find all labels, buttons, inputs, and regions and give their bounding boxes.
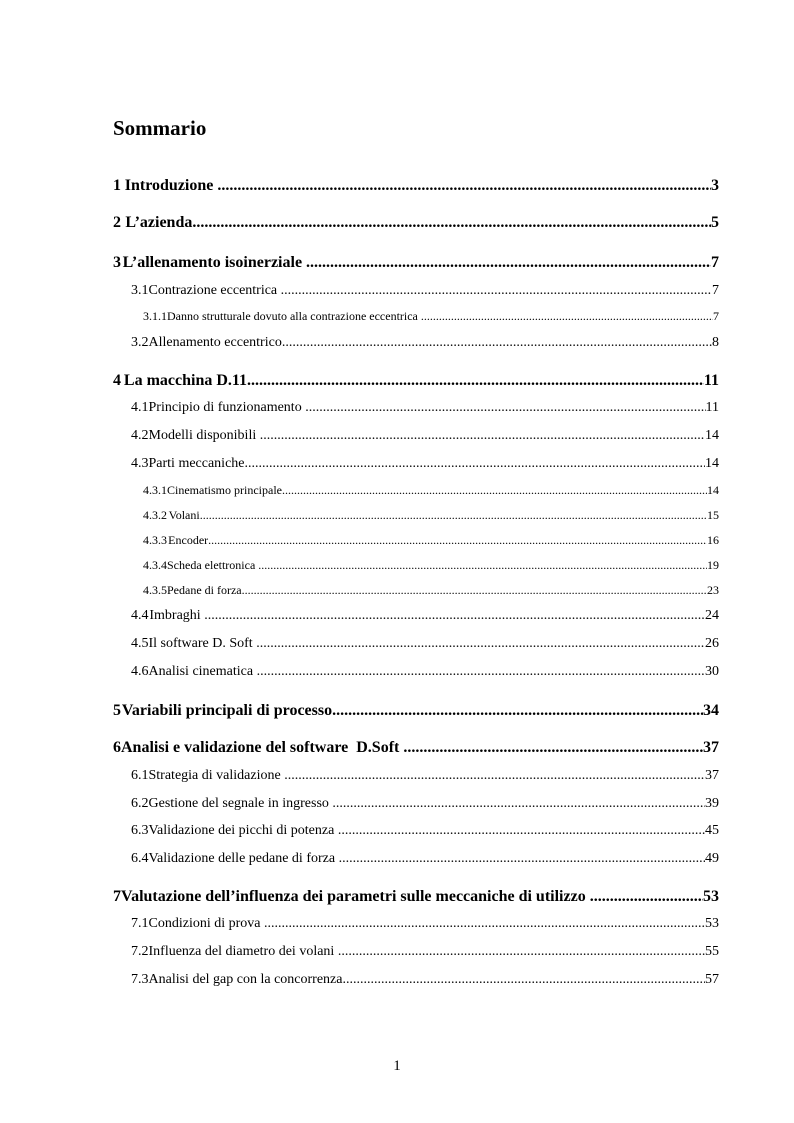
toc-entry-title: Analisi cinematica — [148, 664, 257, 679]
dot-leader — [305, 399, 705, 417]
toc-entry-number: 4.3.3 — [143, 533, 167, 547]
toc-entry-level-3[interactable] — [143, 482, 719, 498]
toc-entry-title: Influenza del diametro dei volani — [148, 944, 338, 959]
toc-entry-level-1[interactable] — [113, 213, 719, 233]
toc-entry-number: 3.1 — [131, 283, 149, 298]
toc-entry-number: 1 — [113, 177, 121, 194]
dot-leader — [247, 371, 704, 391]
toc-entry-title: Il software D. Soft — [148, 636, 257, 651]
dot-leader — [200, 507, 707, 523]
toc-entry-level-3[interactable] — [143, 532, 719, 548]
toc-entry-level-1[interactable] — [113, 701, 719, 721]
toc-entry-number: 7.3 — [131, 972, 149, 987]
dot-leader — [256, 635, 705, 653]
toc-entry-title: Strategia di validazione — [148, 768, 285, 783]
toc-entry-level-2[interactable] — [131, 334, 719, 352]
toc-entry-title: Variabili principali di processo — [121, 702, 333, 719]
toc-entry-number: 5 — [113, 702, 121, 719]
toc-entry-title: Introduzione — [124, 177, 218, 194]
toc-entry-title: Danno strutturale dovuto alla contrazione eccentrica — [167, 309, 421, 323]
toc-entry-number: 6 — [113, 739, 121, 756]
dot-leader — [332, 701, 703, 721]
toc-entry-level-3[interactable] — [143, 582, 719, 598]
toc-entry-title: Allenamento eccentrico — [148, 335, 282, 350]
toc-entry-title: Valutazione dell’influenza dei parametri sulle meccaniche di utilizzo — [121, 888, 590, 905]
toc-entry-title: Condizioni di prova — [148, 916, 264, 931]
toc-entry-level-2[interactable] — [131, 971, 719, 989]
toc-entry-level-2[interactable] — [131, 635, 719, 653]
dot-leader — [590, 887, 703, 907]
toc-entry-number: 3.2 — [131, 335, 149, 350]
toc-entry-level-2[interactable] — [131, 427, 719, 445]
dot-leader — [282, 482, 707, 498]
toc-entry-title: Analisi del gap con la concorrenza — [148, 972, 343, 987]
toc-entry-page: 39 — [705, 796, 719, 811]
toc-entry-level-2[interactable] — [131, 663, 719, 681]
toc-entry-title: Encoder — [168, 533, 209, 547]
toc-entry-level-2[interactable] — [131, 822, 719, 840]
toc-entry-title: L’azienda — [125, 214, 193, 231]
toc-entry-page: 37 — [703, 739, 719, 756]
toc-entry-title: Gestione del segnale in ingresso — [148, 796, 333, 811]
toc-entry-number: 3 — [113, 254, 121, 271]
toc-entry-title: La macchina D.11 — [123, 372, 248, 389]
toc-entry-page: 5 — [711, 214, 719, 231]
toc-entry-title: L’allenamento isoinerziale — [122, 254, 307, 271]
toc-entry-title: Imbraghi — [149, 608, 205, 623]
toc-entry-page: 19 — [707, 558, 719, 572]
toc-entry-level-2[interactable] — [131, 915, 719, 933]
toc-entry-level-1[interactable] — [113, 371, 719, 391]
toc-entry-page: 14 — [707, 483, 719, 497]
dot-leader — [260, 427, 705, 445]
dot-leader — [204, 607, 705, 625]
toc-entry-level-2[interactable] — [131, 282, 719, 300]
toc-entry-page: 57 — [705, 972, 719, 987]
dot-leader — [242, 582, 707, 598]
toc-entry-title: Cinematismo principale — [167, 483, 282, 497]
toc-entry-page: 15 — [707, 508, 719, 522]
toc-entry-title: Analisi e validazione del software D.Soft — [121, 739, 404, 756]
dot-leader — [217, 176, 711, 196]
dot-leader — [306, 253, 711, 273]
toc-entry-number: 4.3.2 — [143, 508, 167, 522]
toc-entry-number: 3.1.1 — [143, 309, 167, 323]
toc-entry-level-1[interactable] — [113, 176, 719, 196]
toc-entry-page: 49 — [705, 851, 719, 866]
dot-leader — [421, 308, 713, 324]
dot-leader — [245, 455, 705, 473]
toc-entry-number: 7.1 — [131, 916, 149, 931]
dot-leader — [282, 334, 712, 352]
toc-entry-number: 4.3.5 — [143, 583, 167, 597]
toc-entry-number: 6.4 — [131, 851, 149, 866]
toc-entry-number: 4.4 — [131, 608, 149, 623]
dot-leader — [281, 282, 712, 300]
toc-entry-page: 37 — [705, 768, 719, 783]
dot-leader — [264, 915, 705, 933]
toc-entry-level-2[interactable] — [131, 455, 719, 473]
toc-entry-number: 6.2 — [131, 796, 149, 811]
toc-entry-page: 34 — [703, 702, 719, 719]
toc-entry-number: 2 — [113, 214, 121, 231]
toc-entry-level-3[interactable] — [143, 308, 719, 324]
toc-entry-number: 7 — [113, 888, 121, 905]
toc-entry-page: 11 — [703, 372, 719, 389]
toc-entry-page: 14 — [705, 428, 719, 443]
toc-entry-title: Contrazione eccentrica — [148, 283, 281, 298]
toc-entry-level-2[interactable] — [131, 943, 719, 961]
toc-entry-page: 23 — [707, 583, 719, 597]
page-title: Sommario — [113, 116, 207, 140]
toc-entry-page: 8 — [712, 335, 719, 350]
toc-entry-page: 55 — [705, 944, 719, 959]
toc-entry-number: 4.3 — [131, 456, 149, 471]
toc-entry-number: 4.1 — [131, 400, 149, 415]
toc-entry-number: 4.2 — [131, 428, 149, 443]
dot-leader — [339, 850, 705, 868]
toc-entry-number: 6.3 — [131, 823, 149, 838]
toc-entry-number: 4.5 — [131, 636, 149, 651]
toc-entry-page: 3 — [711, 177, 719, 194]
toc-entry-page: 26 — [705, 636, 719, 651]
toc-entry-page: 45 — [705, 823, 719, 838]
toc-entry-page: 7 — [712, 283, 719, 298]
toc-entry-title: Modelli disponibili — [148, 428, 260, 443]
toc-entry-page: 11 — [705, 400, 719, 415]
toc-entry-page: 16 — [707, 533, 719, 547]
toc-entry-number: 6.1 — [131, 768, 149, 783]
toc-entry-number: 4 — [113, 372, 121, 389]
toc-entry-title: Volani — [168, 508, 200, 522]
dot-leader — [332, 795, 705, 813]
toc-entry-level-2[interactable] — [131, 399, 719, 417]
toc-entry-title: Pedane di forza — [167, 583, 242, 597]
page-number: 1 — [393, 1058, 401, 1074]
toc-entry-page: 53 — [705, 916, 719, 931]
dot-leader — [208, 532, 707, 548]
toc-entry-number: 4.6 — [131, 664, 149, 679]
toc-entry-title: Scheda elettronica — [167, 558, 259, 572]
dot-leader — [284, 767, 705, 785]
toc-entry-page: 14 — [705, 456, 719, 471]
toc-entry-level-2[interactable] — [131, 850, 719, 868]
toc-entry-page: 24 — [705, 608, 719, 623]
toc-entry-page: 7 — [711, 254, 719, 271]
toc-entry-title: Validazione dei picchi di potenza — [148, 823, 338, 838]
toc-entry-title: Validazione delle pedane di forza — [148, 851, 339, 866]
toc-entry-level-1[interactable] — [113, 887, 719, 907]
dot-leader — [403, 738, 703, 758]
toc-entry-page: 7 — [713, 309, 719, 323]
toc-entry-level-2[interactable] — [131, 607, 719, 625]
dot-leader — [257, 663, 705, 681]
dot-leader — [338, 943, 705, 961]
dot-leader — [192, 213, 711, 233]
toc-entry-level-3[interactable] — [143, 507, 719, 523]
toc-entry-number: 7.2 — [131, 944, 149, 959]
toc-entry-number: 4.3.4 — [143, 558, 167, 572]
toc-entry-title: Parti meccaniche — [148, 456, 245, 471]
toc-entry-page: 30 — [705, 664, 719, 679]
dot-leader — [342, 971, 705, 989]
toc-entry-level-1[interactable] — [113, 253, 719, 273]
toc-entry-level-2[interactable] — [131, 767, 719, 785]
toc-entry-level-3[interactable] — [143, 557, 719, 573]
dot-leader — [258, 557, 707, 573]
toc-entry-level-2[interactable] — [131, 795, 719, 813]
toc-entry-number: 4.3.1 — [143, 483, 167, 497]
dot-leader — [338, 822, 705, 840]
toc-entry-level-1[interactable] — [113, 738, 719, 758]
toc-entry-page: 53 — [703, 888, 719, 905]
toc-entry-title: Principio di funzionamento — [148, 400, 306, 415]
